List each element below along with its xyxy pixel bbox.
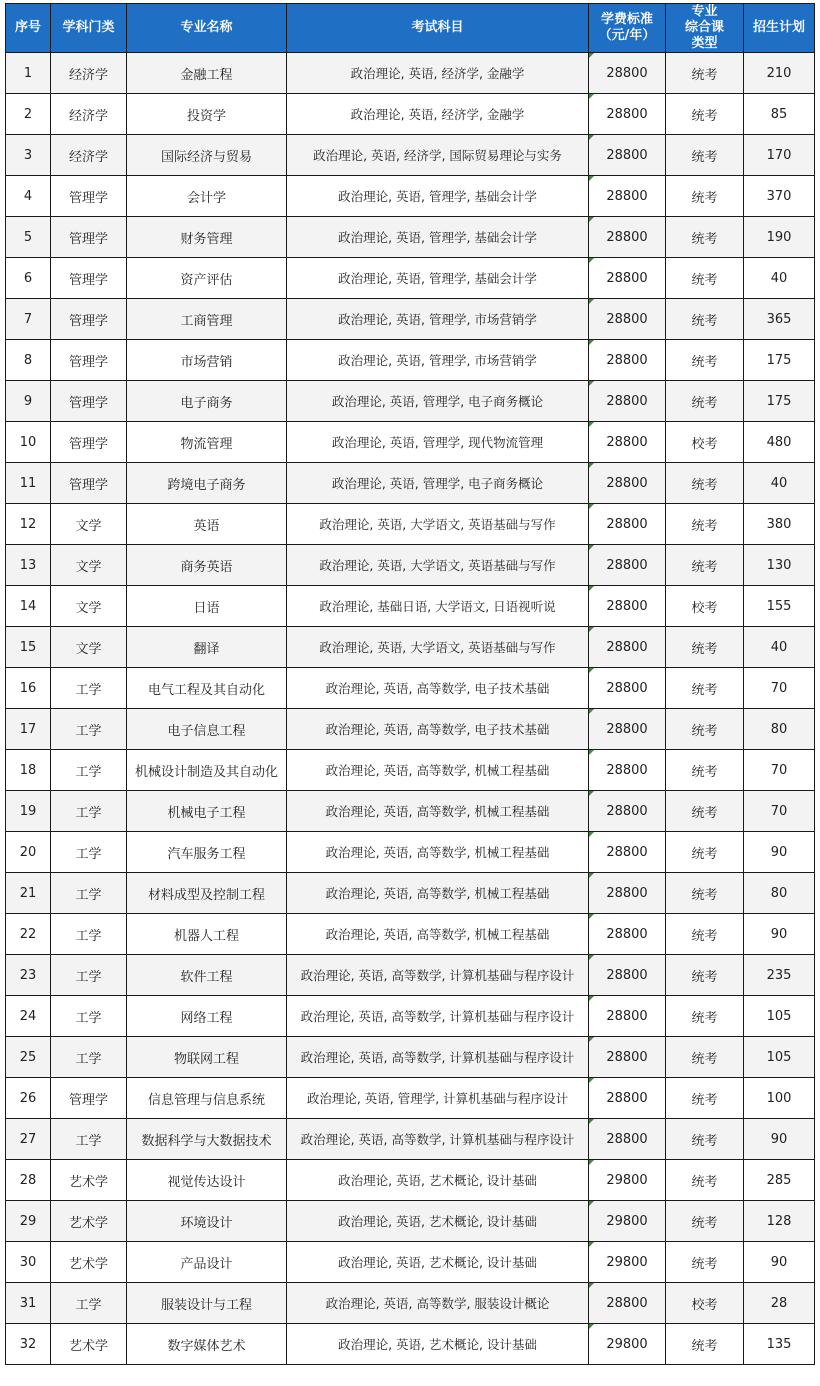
tuition-cell: 28800	[589, 1283, 666, 1324]
subjects-cell: 政治理论, 英语, 高等数学, 计算机基础与程序设计	[287, 1119, 589, 1160]
table-row	[6, 586, 815, 627]
index-cell: 4	[6, 176, 51, 217]
subjects-cell: 政治理论, 英语, 艺术概论, 设计基础	[287, 1242, 589, 1283]
subjects-cell: 政治理论, 英语, 高等数学, 服装设计概论	[287, 1283, 589, 1324]
quota-cell: 40	[744, 463, 815, 504]
category-cell: 工学	[51, 873, 127, 914]
index-cell: 15	[6, 627, 51, 668]
tuition-cell: 28800	[589, 627, 666, 668]
exam-type-cell: 统考	[666, 258, 744, 299]
exam-type-cell: 统考	[666, 955, 744, 996]
exam-type-cell: 统考	[666, 463, 744, 504]
exam-type-cell: 统考	[666, 94, 744, 135]
table-row	[6, 791, 815, 832]
exam-type-cell: 统考	[666, 791, 744, 832]
exam-type-cell: 统考	[666, 1201, 744, 1242]
tuition-cell: 28800	[589, 586, 666, 627]
major-cell: 汽车服务工程	[127, 832, 287, 873]
tuition-cell: 28800	[589, 94, 666, 135]
quota-cell: 170	[744, 135, 815, 176]
tuition-cell: 28800	[589, 873, 666, 914]
quota-cell: 210	[744, 53, 815, 94]
quota-cell: 28	[744, 1283, 815, 1324]
table-row	[6, 1037, 815, 1078]
category-cell: 工学	[51, 709, 127, 750]
header-col-quota: 招生计划	[744, 4, 815, 53]
tuition-cell: 28800	[589, 504, 666, 545]
table-row	[6, 873, 815, 914]
quota-cell: 70	[744, 750, 815, 791]
quota-cell: 105	[744, 1037, 815, 1078]
subjects-cell: 政治理论, 英语, 高等数学, 计算机基础与程序设计	[287, 1037, 589, 1078]
subjects-cell: 政治理论, 英语, 管理学, 基础会计学	[287, 176, 589, 217]
exam-type-cell: 统考	[666, 217, 744, 258]
subjects-cell: 政治理论, 英语, 管理学, 计算机基础与程序设计	[287, 1078, 589, 1119]
category-cell: 文学	[51, 627, 127, 668]
table-row	[6, 1078, 815, 1119]
index-cell: 32	[6, 1324, 51, 1365]
tuition-cell: 28800	[589, 135, 666, 176]
tuition-cell: 28800	[589, 340, 666, 381]
exam-type-cell: 统考	[666, 135, 744, 176]
index-cell: 20	[6, 832, 51, 873]
table-row	[6, 1324, 815, 1365]
exam-type-cell: 统考	[666, 1160, 744, 1201]
table-row	[6, 1242, 815, 1283]
table-row	[6, 832, 815, 873]
category-cell: 经济学	[51, 135, 127, 176]
index-cell: 21	[6, 873, 51, 914]
subjects-cell: 政治理论, 英语, 经济学, 国际贸易理论与实务	[287, 135, 589, 176]
category-cell: 艺术学	[51, 1201, 127, 1242]
table-row	[6, 709, 815, 750]
subjects-cell: 政治理论, 英语, 经济学, 金融学	[287, 53, 589, 94]
major-cell: 金融工程	[127, 53, 287, 94]
tuition-cell: 28800	[589, 791, 666, 832]
header-col-subjects: 考试科目	[287, 4, 589, 53]
category-cell: 工学	[51, 1037, 127, 1078]
major-cell: 软件工程	[127, 955, 287, 996]
tuition-cell: 28800	[589, 1078, 666, 1119]
tuition-cell: 28800	[589, 1119, 666, 1160]
index-cell: 31	[6, 1283, 51, 1324]
index-cell: 26	[6, 1078, 51, 1119]
category-cell: 管理学	[51, 299, 127, 340]
category-cell: 经济学	[51, 53, 127, 94]
index-cell: 28	[6, 1160, 51, 1201]
major-cell: 电子信息工程	[127, 709, 287, 750]
quota-cell: 175	[744, 340, 815, 381]
major-cell: 服装设计与工程	[127, 1283, 287, 1324]
index-cell: 23	[6, 955, 51, 996]
exam-type-cell: 统考	[666, 1037, 744, 1078]
table-row	[6, 340, 815, 381]
exam-type-cell: 统考	[666, 1324, 744, 1365]
category-cell: 艺术学	[51, 1324, 127, 1365]
major-cell: 机械设计制造及其自动化	[127, 750, 287, 791]
category-cell: 管理学	[51, 463, 127, 504]
category-cell: 工学	[51, 832, 127, 873]
quota-cell: 235	[744, 955, 815, 996]
subjects-cell: 政治理论, 英语, 大学语文, 英语基础与写作	[287, 545, 589, 586]
major-cell: 物流管理	[127, 422, 287, 463]
category-cell: 艺术学	[51, 1242, 127, 1283]
exam-type-cell: 统考	[666, 381, 744, 422]
exam-type-cell: 统考	[666, 299, 744, 340]
table-row	[6, 1119, 815, 1160]
exam-type-cell: 统考	[666, 914, 744, 955]
table-row	[6, 1160, 815, 1201]
index-cell: 22	[6, 914, 51, 955]
quota-cell: 80	[744, 873, 815, 914]
index-cell: 9	[6, 381, 51, 422]
index-cell: 27	[6, 1119, 51, 1160]
subjects-cell: 政治理论, 英语, 高等数学, 电子技术基础	[287, 709, 589, 750]
major-cell: 市场营销	[127, 340, 287, 381]
index-cell: 1	[6, 53, 51, 94]
category-cell: 工学	[51, 668, 127, 709]
exam-type-cell: 统考	[666, 668, 744, 709]
index-cell: 25	[6, 1037, 51, 1078]
major-cell: 数据科学与大数据技术	[127, 1119, 287, 1160]
tuition-cell: 28800	[589, 53, 666, 94]
quota-cell: 90	[744, 832, 815, 873]
category-cell: 工学	[51, 996, 127, 1037]
subjects-cell: 政治理论, 英语, 大学语文, 英语基础与写作	[287, 504, 589, 545]
quota-cell: 90	[744, 1119, 815, 1160]
major-cell: 电气工程及其自动化	[127, 668, 287, 709]
major-cell: 视觉传达设计	[127, 1160, 287, 1201]
exam-type-cell: 统考	[666, 545, 744, 586]
header-col-major: 专业名称	[127, 4, 287, 53]
quota-cell: 100	[744, 1078, 815, 1119]
tuition-cell: 28800	[589, 955, 666, 996]
major-cell: 信息管理与信息系统	[127, 1078, 287, 1119]
quota-cell: 90	[744, 914, 815, 955]
subjects-cell: 政治理论, 基础日语, 大学语文, 日语视听说	[287, 586, 589, 627]
table-row	[6, 94, 815, 135]
major-cell: 日语	[127, 586, 287, 627]
exam-type-cell: 统考	[666, 709, 744, 750]
subjects-cell: 政治理论, 英语, 管理学, 基础会计学	[287, 217, 589, 258]
subjects-cell: 政治理论, 英语, 管理学, 现代物流管理	[287, 422, 589, 463]
subjects-cell: 政治理论, 英语, 高等数学, 机械工程基础	[287, 914, 589, 955]
exam-type-cell: 统考	[666, 832, 744, 873]
index-cell: 12	[6, 504, 51, 545]
tuition-cell: 29800	[589, 1324, 666, 1365]
quota-cell: 155	[744, 586, 815, 627]
index-cell: 6	[6, 258, 51, 299]
quota-cell: 370	[744, 176, 815, 217]
major-cell: 数字媒体艺术	[127, 1324, 287, 1365]
tuition-cell: 28800	[589, 996, 666, 1037]
index-cell: 29	[6, 1201, 51, 1242]
subjects-cell: 政治理论, 英语, 高等数学, 计算机基础与程序设计	[287, 955, 589, 996]
quota-cell: 190	[744, 217, 815, 258]
category-cell: 管理学	[51, 381, 127, 422]
exam-type-cell: 统考	[666, 176, 744, 217]
index-cell: 17	[6, 709, 51, 750]
category-cell: 工学	[51, 750, 127, 791]
category-cell: 工学	[51, 914, 127, 955]
quota-cell: 380	[744, 504, 815, 545]
tuition-cell: 28800	[589, 217, 666, 258]
table-row	[6, 750, 815, 791]
enrollment-table	[5, 3, 815, 1365]
table-body	[6, 53, 815, 1365]
table-row	[6, 955, 815, 996]
index-cell: 16	[6, 668, 51, 709]
major-cell: 财务管理	[127, 217, 287, 258]
tuition-cell: 29800	[589, 1160, 666, 1201]
subjects-cell: 政治理论, 英语, 管理学, 基础会计学	[287, 258, 589, 299]
table-row	[6, 299, 815, 340]
header-col-category: 学科门类	[51, 4, 127, 53]
subjects-cell: 政治理论, 英语, 高等数学, 机械工程基础	[287, 832, 589, 873]
exam-type-cell: 统考	[666, 504, 744, 545]
exam-type-cell: 统考	[666, 996, 744, 1037]
table-row	[6, 422, 815, 463]
tuition-cell: 28800	[589, 381, 666, 422]
index-cell: 5	[6, 217, 51, 258]
header-col-index: 序号	[6, 4, 51, 53]
major-cell: 环境设计	[127, 1201, 287, 1242]
major-cell: 会计学	[127, 176, 287, 217]
subjects-cell: 政治理论, 英语, 高等数学, 机械工程基础	[287, 873, 589, 914]
category-cell: 文学	[51, 586, 127, 627]
tuition-cell: 28800	[589, 668, 666, 709]
tuition-cell: 28800	[589, 258, 666, 299]
major-cell: 商务英语	[127, 545, 287, 586]
category-cell: 工学	[51, 791, 127, 832]
major-cell: 跨境电子商务	[127, 463, 287, 504]
exam-type-cell: 统考	[666, 873, 744, 914]
table-row	[6, 545, 815, 586]
index-cell: 13	[6, 545, 51, 586]
subjects-cell: 政治理论, 英语, 艺术概论, 设计基础	[287, 1160, 589, 1201]
index-cell: 2	[6, 94, 51, 135]
quota-cell: 85	[744, 94, 815, 135]
exam-type-cell: 统考	[666, 1119, 744, 1160]
tuition-cell: 28800	[589, 914, 666, 955]
subjects-cell: 政治理论, 英语, 高等数学, 机械工程基础	[287, 750, 589, 791]
quota-cell: 175	[744, 381, 815, 422]
quota-cell: 130	[744, 545, 815, 586]
major-cell: 国际经济与贸易	[127, 135, 287, 176]
table-row	[6, 627, 815, 668]
major-cell: 机械电子工程	[127, 791, 287, 832]
header-col-exam-type: 专业 综合课 类型	[666, 4, 744, 53]
major-cell: 网络工程	[127, 996, 287, 1037]
quota-cell: 80	[744, 709, 815, 750]
subjects-cell: 政治理论, 英语, 艺术概论, 设计基础	[287, 1201, 589, 1242]
quota-cell: 90	[744, 1242, 815, 1283]
exam-type-cell: 校考	[666, 1283, 744, 1324]
quota-cell: 285	[744, 1160, 815, 1201]
tuition-cell: 29800	[589, 1201, 666, 1242]
tuition-cell: 28800	[589, 463, 666, 504]
subjects-cell: 政治理论, 英语, 管理学, 电子商务概论	[287, 463, 589, 504]
category-cell: 管理学	[51, 340, 127, 381]
table-row	[6, 135, 815, 176]
tuition-cell: 28800	[589, 832, 666, 873]
category-cell: 经济学	[51, 94, 127, 135]
category-cell: 管理学	[51, 422, 127, 463]
category-cell: 管理学	[51, 258, 127, 299]
index-cell: 19	[6, 791, 51, 832]
quota-cell: 40	[744, 258, 815, 299]
index-cell: 11	[6, 463, 51, 504]
tuition-cell: 28800	[589, 709, 666, 750]
table-row	[6, 381, 815, 422]
exam-type-cell: 统考	[666, 750, 744, 791]
exam-type-cell: 统考	[666, 340, 744, 381]
major-cell: 投资学	[127, 94, 287, 135]
category-cell: 艺术学	[51, 1160, 127, 1201]
major-cell: 材料成型及控制工程	[127, 873, 287, 914]
index-cell: 3	[6, 135, 51, 176]
subjects-cell: 政治理论, 英语, 管理学, 市场营销学	[287, 299, 589, 340]
table-row	[6, 504, 815, 545]
category-cell: 文学	[51, 504, 127, 545]
exam-type-cell: 统考	[666, 1078, 744, 1119]
major-cell: 机器人工程	[127, 914, 287, 955]
index-cell: 18	[6, 750, 51, 791]
tuition-cell: 28800	[589, 299, 666, 340]
tuition-cell: 28800	[589, 1037, 666, 1078]
table-row	[6, 463, 815, 504]
table-header-row	[6, 4, 815, 53]
major-cell: 翻译	[127, 627, 287, 668]
major-cell: 产品设计	[127, 1242, 287, 1283]
major-cell: 物联网工程	[127, 1037, 287, 1078]
tuition-cell: 28800	[589, 422, 666, 463]
tuition-cell: 28800	[589, 176, 666, 217]
index-cell: 30	[6, 1242, 51, 1283]
quota-cell: 135	[744, 1324, 815, 1365]
tuition-cell: 29800	[589, 1242, 666, 1283]
header-col-tuition: 学费标准 （元/年）	[589, 4, 666, 53]
table-row	[6, 176, 815, 217]
exam-type-cell: 校考	[666, 586, 744, 627]
quota-cell: 365	[744, 299, 815, 340]
subjects-cell: 政治理论, 英语, 管理学, 电子商务概论	[287, 381, 589, 422]
quota-cell: 70	[744, 791, 815, 832]
index-cell: 24	[6, 996, 51, 1037]
major-cell: 英语	[127, 504, 287, 545]
category-cell: 工学	[51, 1119, 127, 1160]
table-row	[6, 53, 815, 94]
quota-cell: 70	[744, 668, 815, 709]
enrollment-table-container	[5, 3, 814, 1365]
index-cell: 14	[6, 586, 51, 627]
table-row	[6, 914, 815, 955]
quota-cell: 105	[744, 996, 815, 1037]
exam-type-cell: 统考	[666, 1242, 744, 1283]
category-cell: 管理学	[51, 1078, 127, 1119]
major-cell: 电子商务	[127, 381, 287, 422]
table-row	[6, 668, 815, 709]
quota-cell: 40	[744, 627, 815, 668]
tuition-cell: 28800	[589, 750, 666, 791]
index-cell: 7	[6, 299, 51, 340]
table-row	[6, 1283, 815, 1324]
subjects-cell: 政治理论, 英语, 高等数学, 电子技术基础	[287, 668, 589, 709]
exam-type-cell: 统考	[666, 627, 744, 668]
subjects-cell: 政治理论, 英语, 高等数学, 计算机基础与程序设计	[287, 996, 589, 1037]
category-cell: 管理学	[51, 176, 127, 217]
subjects-cell: 政治理论, 英语, 经济学, 金融学	[287, 94, 589, 135]
index-cell: 8	[6, 340, 51, 381]
table-row	[6, 1201, 815, 1242]
major-cell: 资产评估	[127, 258, 287, 299]
category-cell: 文学	[51, 545, 127, 586]
category-cell: 管理学	[51, 217, 127, 258]
table-row	[6, 258, 815, 299]
tuition-cell: 28800	[589, 545, 666, 586]
category-cell: 工学	[51, 955, 127, 996]
subjects-cell: 政治理论, 英语, 艺术概论, 设计基础	[287, 1324, 589, 1365]
subjects-cell: 政治理论, 英语, 高等数学, 机械工程基础	[287, 791, 589, 832]
subjects-cell: 政治理论, 英语, 大学语文, 英语基础与写作	[287, 627, 589, 668]
index-cell: 10	[6, 422, 51, 463]
major-cell: 工商管理	[127, 299, 287, 340]
table-row	[6, 217, 815, 258]
quota-cell: 480	[744, 422, 815, 463]
quota-cell: 128	[744, 1201, 815, 1242]
category-cell: 工学	[51, 1283, 127, 1324]
table-row	[6, 996, 815, 1037]
exam-type-cell: 统考	[666, 53, 744, 94]
subjects-cell: 政治理论, 英语, 管理学, 市场营销学	[287, 340, 589, 381]
exam-type-cell: 校考	[666, 422, 744, 463]
